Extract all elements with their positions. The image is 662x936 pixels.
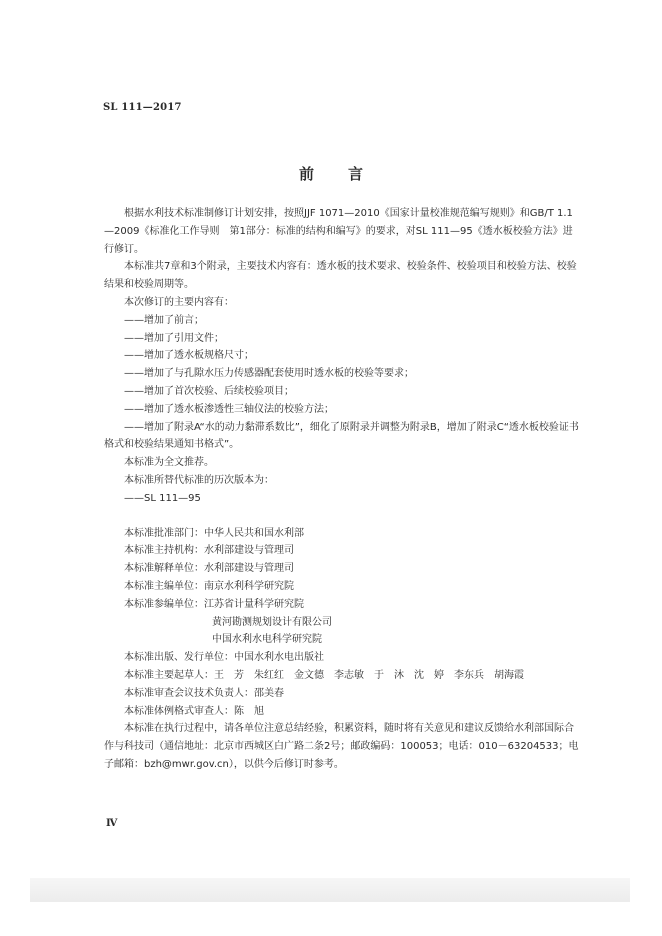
drafters-label: 本标准主要起草人： xyxy=(124,669,214,681)
page-bottom-shadow xyxy=(30,878,630,902)
format-reviewer-row xyxy=(104,703,580,721)
org-value: 江苏省计量科学研究院 xyxy=(204,598,304,610)
org-approver xyxy=(104,525,580,543)
page-number: Ⅳ xyxy=(106,818,118,829)
tech-reviewer-value: 邵美春 xyxy=(254,687,284,699)
org-value: 水利部建设与管理司 xyxy=(204,563,294,575)
org-chief-editor xyxy=(104,578,580,596)
org-publisher xyxy=(104,649,580,667)
paragraph-history-heading: 本标准所替代标准的历次版本为： xyxy=(124,474,274,486)
revision-item: ——增加了与孔隙水压力传感器配套使用时透水板的校验等要求； xyxy=(124,368,414,380)
page-title xyxy=(0,163,662,184)
format-reviewer-value: 陈 旭 xyxy=(234,705,264,717)
org-label: 本标准参编单位： xyxy=(124,598,204,610)
paragraph-contents: 本标准共7章和3个附录，主要技术内容有：透水板的技术要求、校验条件、校验项目和校验方法、校验结果和校验周期等。 xyxy=(104,261,577,291)
tech-reviewer-row xyxy=(104,685,580,703)
revision-item: ——增加了透水板规格尺寸； xyxy=(124,350,254,362)
drafters-row xyxy=(104,667,580,685)
paragraph-revision-heading: 本次修订的主要内容有： xyxy=(124,296,234,308)
org-host xyxy=(104,542,580,560)
org-participant-extra: 中国水利水电科学研究院 xyxy=(212,634,322,646)
org-value: 南京水利科学研究院 xyxy=(204,580,294,592)
org-participant-extra: 黄河勘测规划设计有限公司 xyxy=(212,616,332,628)
standard-code-header: SL 111—2017 xyxy=(103,102,182,113)
org-label: 本标准批准部门： xyxy=(124,527,204,539)
revision-item: ——增加了引用文件； xyxy=(124,332,224,344)
format-reviewer-label: 本标准体例格式审查人： xyxy=(124,705,234,717)
paragraph-intro: 根据水利技术标准制修订计划安排，按照JJF 1071—2010《国家计量校准规范编写规则》和GB/T 1.1—2009《标准化工作导则 第1部分：标准的结构和编写》的要求，对SL 111—95《透水板校验方法》进行修订。 xyxy=(104,208,573,255)
revision-item: ——增加了附录A“水的动力黏滞系数比”，细化了原附录并调整为附录B，增加了附录C“透水板校验证书格式和校验结果通知书格式”。 xyxy=(104,421,579,451)
org-label: 本标准主持机构： xyxy=(124,545,204,557)
tech-reviewer-label: 本标准审查会议技术负责人： xyxy=(124,687,254,699)
org-label: 本标准解释单位： xyxy=(124,563,204,575)
revision-item: ——增加了首次校验、后续校验项目； xyxy=(124,385,294,397)
paragraph-recommendation: 本标准为全文推荐。 xyxy=(124,457,214,469)
revision-item: ——增加了前言； xyxy=(124,314,204,326)
drafters-value: 王 芳 朱红红 金文德 李志敏 于 沐 沈 婷 李东兵 胡海霞 xyxy=(214,669,524,681)
title-char-1: 前 xyxy=(298,165,314,183)
revision-item: ——增加了透水板渗透性三轴仪法的校验方法； xyxy=(124,403,334,415)
history-item: ——SL 111—95 xyxy=(124,492,201,504)
org-value: 中华人民共和国水利部 xyxy=(204,527,304,539)
title-char-2: 言 xyxy=(348,165,364,183)
org-value: 水利部建设与管理司 xyxy=(204,545,294,557)
org-label: 本标准主编单位： xyxy=(124,580,204,592)
closing-paragraph: 本标准在执行过程中，请各单位注意总结经验，积累资料，随时将有关意见和建议反馈给水利部国际合作与科技司（通信地址：北京市西城区白广路二条2号；邮政编码：100053；电话：010－63204533；电子邮箱：bzh@mwr.gov.cn），以供今后修订时参考。 xyxy=(104,723,579,770)
org-value: 中国水利水电出版社 xyxy=(234,652,324,664)
org-participant xyxy=(104,596,580,614)
org-interpreter xyxy=(104,560,580,578)
document-body xyxy=(104,205,580,774)
org-label: 本标准出版、发行单位： xyxy=(124,652,234,664)
